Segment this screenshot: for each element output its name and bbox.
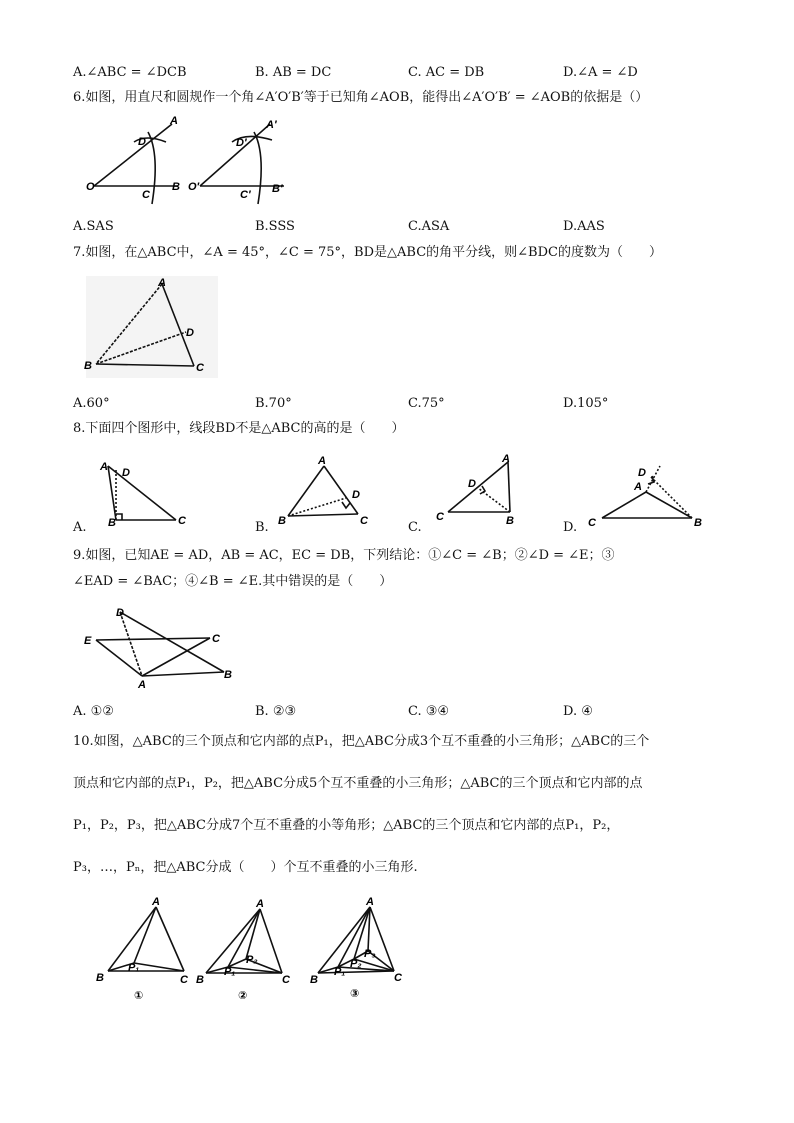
q8c-label-a: A bbox=[502, 453, 510, 465]
q8a-label-c: C bbox=[178, 515, 186, 527]
q7-stem: 7.如图，在△ABC中，∠A = 45°，∠C = 75°，BD是△ABC的角平分线，则∠BDC的度数为（ ） bbox=[73, 245, 662, 260]
q7-label-d: D bbox=[186, 327, 194, 339]
q9-label-c: C bbox=[212, 633, 220, 645]
q8-figure-a bbox=[96, 456, 196, 528]
q6-label-a: A bbox=[170, 115, 178, 127]
q9-stem-line2: ∠EAD = ∠BAC；④∠B = ∠E.其中错误的是（ ） bbox=[73, 574, 393, 589]
q6-option-c[interactable]: C.ASA bbox=[408, 219, 450, 234]
q9-stem-line1: 9.如图，已知AE = AD，AB = AC，EC = DB，下列结论：①∠C = ∠B；②∠D = ∠E；③ bbox=[73, 548, 615, 563]
q8-option-d[interactable]: D. bbox=[563, 520, 578, 535]
q10-fig1-label-a: A bbox=[152, 896, 160, 908]
q8c-label-c: C bbox=[436, 511, 444, 523]
q9-label-b: B bbox=[224, 669, 232, 681]
q8b-label-d: D bbox=[352, 489, 360, 501]
q10-fig3-label-a: A bbox=[366, 896, 374, 908]
q8d-label-b: B bbox=[694, 517, 702, 529]
q10-fig1-label-p1: P₁ bbox=[128, 962, 140, 974]
q6-label-o-prime: O′ bbox=[188, 181, 200, 193]
q8a-label-b: B bbox=[108, 517, 116, 528]
q10-fig3-label-b: B bbox=[310, 974, 318, 986]
q10-fig3-label-p1: P₁ bbox=[334, 966, 346, 978]
q10-fig2-label-c: C bbox=[282, 974, 290, 986]
q8b-label-a: A bbox=[318, 455, 326, 467]
q9-option-b[interactable]: B. ②③ bbox=[255, 704, 297, 719]
q6-stem: 6.如图，用直尺和圆规作一个角∠A′O′B′等于已知角∠AOB，能得出∠A′O′B′ = ∠AOB的依据是（） bbox=[73, 90, 649, 105]
q6-figure bbox=[82, 112, 312, 212]
q8d-label-d: D bbox=[638, 467, 646, 479]
q6-label-d: D bbox=[138, 136, 146, 148]
q6-label-c: C bbox=[142, 189, 150, 201]
q6-option-b[interactable]: B.SSS bbox=[255, 219, 295, 234]
q10-fig2-label-a: A bbox=[256, 898, 264, 910]
q8-figure-c bbox=[428, 450, 538, 526]
q6-label-o: O bbox=[86, 181, 95, 193]
q10-fig1-label-b: B bbox=[96, 972, 104, 984]
q9-option-c[interactable]: C. ③④ bbox=[408, 704, 450, 719]
q5-option-a[interactable]: A.∠ABC = ∠DCB bbox=[73, 65, 187, 80]
q7-option-c[interactable]: C.75° bbox=[408, 396, 445, 411]
q7-label-b: B bbox=[84, 360, 92, 372]
q10-figure bbox=[88, 895, 418, 1005]
q9-option-a[interactable]: A. ①② bbox=[73, 704, 114, 719]
q10-fig2-label-b: B bbox=[196, 974, 204, 986]
q9-label-a: A bbox=[138, 679, 146, 691]
q6-label-a-prime: A′ bbox=[266, 119, 277, 131]
q10-fig2-number: ② bbox=[238, 990, 248, 1002]
q10-fig2-label-p1: P₁ bbox=[224, 966, 236, 978]
q6-label-b-prime: B′ bbox=[272, 183, 283, 195]
q7-figure bbox=[82, 272, 222, 382]
q10-fig3-label-p2: P₂ bbox=[350, 958, 362, 970]
q8a-label-d: D bbox=[122, 467, 130, 479]
q5-option-c[interactable]: C. AC = DB bbox=[408, 65, 485, 80]
q8-option-a[interactable]: A. bbox=[73, 520, 87, 535]
q8b-label-c: C bbox=[360, 515, 368, 527]
q6-label-c-prime: C′ bbox=[240, 189, 251, 201]
q6-label-d-prime: D′ bbox=[236, 137, 247, 149]
q10-line3: P₁，P₂，P₃，把△ABC分成7个互不重叠的小等角形；△ABC的三个顶点和它内部的点P₁，P₂， bbox=[73, 818, 620, 833]
q8-option-b[interactable]: B. bbox=[255, 520, 269, 535]
q10-fig1-number: ① bbox=[134, 990, 144, 1002]
q8-option-c[interactable]: C. bbox=[408, 520, 422, 535]
q8c-label-d: D bbox=[468, 478, 476, 490]
q9-option-d[interactable]: D. ④ bbox=[563, 704, 593, 719]
q5-option-d[interactable]: D.∠A = ∠D bbox=[563, 65, 638, 80]
q8-figure-b bbox=[272, 452, 382, 528]
q6-option-d[interactable]: D.AAS bbox=[563, 219, 605, 234]
q8a-label-a: A bbox=[100, 461, 108, 473]
q5-option-b[interactable]: B. AB = DC bbox=[255, 65, 332, 80]
q6-option-a[interactable]: A.SAS bbox=[73, 219, 114, 234]
q10-fig3-number: ③ bbox=[350, 988, 360, 1000]
q7-label-c: C bbox=[196, 362, 204, 374]
q8-stem: 8.下面四个图形中，线段BD不是△ABC的高的是（ ） bbox=[73, 421, 405, 436]
q10-line4: P₃，…，Pₙ，把△ABC分成（ ）个互不重叠的小三角形. bbox=[73, 860, 418, 875]
q7-option-d[interactable]: D.105° bbox=[563, 396, 609, 411]
q8-figure-d bbox=[584, 462, 714, 530]
q7-option-a[interactable]: A.60° bbox=[73, 396, 110, 411]
q10-fig1-label-c: C bbox=[180, 974, 188, 986]
q8b-label-b: B bbox=[278, 515, 286, 527]
q6-label-b: B bbox=[172, 181, 180, 193]
q7-option-b[interactable]: B.70° bbox=[255, 396, 292, 411]
q10-line1: 10.如图，△ABC的三个顶点和它内部的点P₁，把△ABC分成3个互不重叠的小三角形；△ABC的三个 bbox=[73, 734, 650, 749]
q9-label-d: D bbox=[116, 607, 124, 619]
q8d-label-a: A bbox=[634, 481, 642, 493]
q10-fig3-label-p3: P₃ bbox=[364, 948, 376, 960]
q10-fig2-label-p2: P₂ bbox=[246, 954, 258, 966]
q9-label-e: E bbox=[84, 635, 92, 647]
q10-fig3-label-c: C bbox=[394, 972, 402, 984]
q10-line2: 顶点和它内部的点P₁，P₂，把△ABC分成5个互不重叠的小三角形；△ABC的三个顶点和它内部的点 bbox=[73, 776, 643, 791]
q8d-label-c: C bbox=[588, 517, 596, 529]
q7-label-a: A bbox=[158, 277, 166, 289]
q8c-label-b: B bbox=[506, 515, 514, 526]
q9-figure bbox=[80, 602, 250, 692]
